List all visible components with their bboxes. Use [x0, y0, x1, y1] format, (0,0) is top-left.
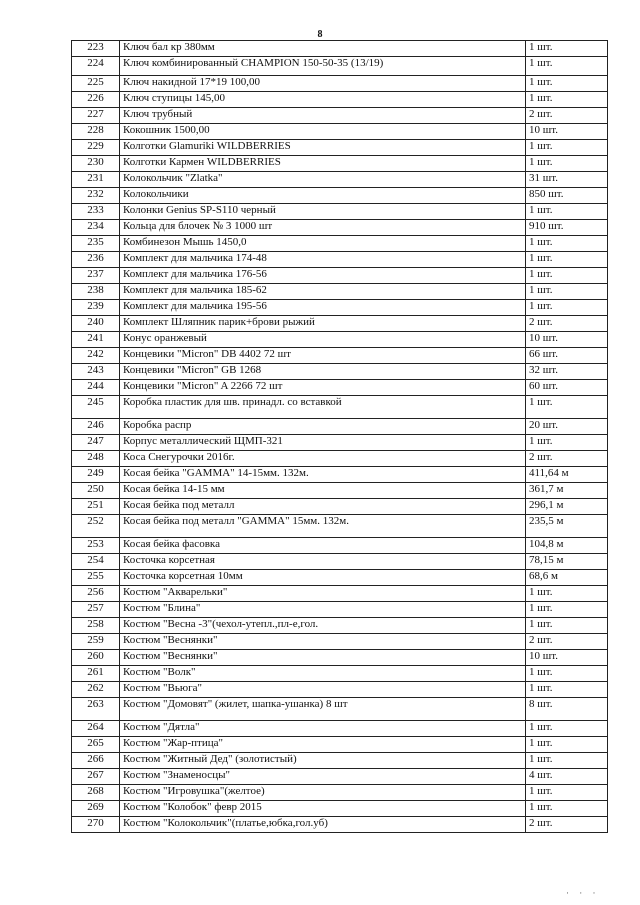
- quantity-cell: 1 шт.: [526, 156, 608, 172]
- table-row: [72, 483, 608, 499]
- row-number-cell: 263: [72, 698, 120, 721]
- row-number-cell: 231: [72, 172, 120, 188]
- item-name-cell: Комплект для мальчика 174-48: [120, 252, 526, 268]
- row-number-cell: 253: [72, 538, 120, 554]
- table-row: [72, 364, 608, 380]
- item-name-cell: Косточка корсетная: [120, 554, 526, 570]
- row-number-cell: 257: [72, 602, 120, 618]
- row-number-cell: 242: [72, 348, 120, 364]
- table-row: [72, 76, 608, 92]
- table-row: [72, 586, 608, 602]
- table-row: [72, 316, 608, 332]
- table-row: [72, 721, 608, 737]
- table-row: [72, 332, 608, 348]
- row-number-cell: 228: [72, 124, 120, 140]
- item-name-cell: Костюм "Колокольчик"(платье,юбка,гол.уб): [120, 817, 526, 833]
- quantity-cell: 1 шт.: [526, 435, 608, 451]
- item-name-cell: Колготки Кармен WILDBERRIES: [120, 156, 526, 172]
- quantity-cell: 1 шт.: [526, 682, 608, 698]
- item-name-cell: Кольца для блочек № 3 1000 шт: [120, 220, 526, 236]
- table-row: [72, 554, 608, 570]
- table-row: [72, 124, 608, 140]
- item-name-cell: Ключ комбинированный CHAMPION 150-50-35 (13/19): [120, 57, 526, 76]
- row-number-cell: 254: [72, 554, 120, 570]
- table-row: [72, 156, 608, 172]
- row-number-cell: 244: [72, 380, 120, 396]
- item-name-cell: Костюм "Игровушка"(желтое): [120, 785, 526, 801]
- item-name-cell: Костюм "Веснянки": [120, 634, 526, 650]
- table-row: [72, 499, 608, 515]
- row-number-cell: 247: [72, 435, 120, 451]
- quantity-cell: 1 шт.: [526, 300, 608, 316]
- quantity-cell: 10 шт.: [526, 124, 608, 140]
- item-name-cell: Конус оранжевый: [120, 332, 526, 348]
- row-number-cell: 229: [72, 140, 120, 156]
- row-number-cell: 255: [72, 570, 120, 586]
- row-number-cell: 226: [72, 92, 120, 108]
- table-row: [72, 634, 608, 650]
- quantity-cell: 1 шт.: [526, 268, 608, 284]
- item-name-cell: Костюм "Жар-птица": [120, 737, 526, 753]
- table-row: [72, 801, 608, 817]
- quantity-cell: 1 шт.: [526, 284, 608, 300]
- item-name-cell: Концевики "Micron" DB 4402 72 шт: [120, 348, 526, 364]
- row-number-cell: 239: [72, 300, 120, 316]
- table-row: [72, 602, 608, 618]
- row-number-cell: 234: [72, 220, 120, 236]
- table-row: [72, 300, 608, 316]
- quantity-cell: 68,6 м: [526, 570, 608, 586]
- quantity-cell: 60 шт.: [526, 380, 608, 396]
- row-number-cell: 245: [72, 396, 120, 419]
- row-number-cell: 252: [72, 515, 120, 538]
- item-name-cell: Комплект для мальчика 176-56: [120, 268, 526, 284]
- item-name-cell: Косая бейка под металл: [120, 499, 526, 515]
- table-row: [72, 451, 608, 467]
- item-name-cell: Колокольчик "Zlatka": [120, 172, 526, 188]
- row-number-cell: 250: [72, 483, 120, 499]
- quantity-cell: 1 шт.: [526, 57, 608, 76]
- item-name-cell: Костюм "Дятла": [120, 721, 526, 737]
- item-name-cell: Костюм "Житный Дед" (золотистый): [120, 753, 526, 769]
- quantity-cell: 2 шт.: [526, 817, 608, 833]
- table-row: [72, 57, 608, 76]
- item-name-cell: Косая бейка "GAMMA" 14-15мм. 132м.: [120, 467, 526, 483]
- table-row: [72, 172, 608, 188]
- row-number-cell: 251: [72, 499, 120, 515]
- item-name-cell: Косая бейка фасовка: [120, 538, 526, 554]
- item-name-cell: Ключ бал кр 380мм: [120, 41, 526, 57]
- table-row: [72, 618, 608, 634]
- table-row: [72, 220, 608, 236]
- row-number-cell: 256: [72, 586, 120, 602]
- quantity-cell: 1 шт.: [526, 396, 608, 419]
- item-name-cell: Костюм "Знаменосцы": [120, 769, 526, 785]
- quantity-cell: 1 шт.: [526, 721, 608, 737]
- row-number-cell: 238: [72, 284, 120, 300]
- item-name-cell: Косточка корсетная 10мм: [120, 570, 526, 586]
- row-number-cell: 236: [72, 252, 120, 268]
- row-number-cell: 235: [72, 236, 120, 252]
- item-name-cell: Костюм "Веснянки": [120, 650, 526, 666]
- row-number-cell: 240: [72, 316, 120, 332]
- item-name-cell: Коса Снегурочки 2016г.: [120, 451, 526, 467]
- table-row: [72, 753, 608, 769]
- item-name-cell: Костюм "Колобок" февр 2015: [120, 801, 526, 817]
- table-row: [72, 380, 608, 396]
- table-row: [72, 666, 608, 682]
- item-name-cell: Костюм "Волк": [120, 666, 526, 682]
- item-name-cell: Костюм "Блина": [120, 602, 526, 618]
- quantity-cell: 1 шт.: [526, 586, 608, 602]
- item-name-cell: Ключ трубный: [120, 108, 526, 124]
- quantity-cell: 361,7 м: [526, 483, 608, 499]
- table-row: [72, 348, 608, 364]
- quantity-cell: 1 шт.: [526, 666, 608, 682]
- item-name-cell: Коробка распр: [120, 419, 526, 435]
- quantity-cell: 2 шт.: [526, 451, 608, 467]
- table-row: [72, 817, 608, 833]
- row-number-cell: 266: [72, 753, 120, 769]
- quantity-cell: 1 шт.: [526, 753, 608, 769]
- item-name-cell: Костюм "Вьюга": [120, 682, 526, 698]
- table-row: [72, 538, 608, 554]
- quantity-cell: 20 шт.: [526, 419, 608, 435]
- quantity-cell: 910 шт.: [526, 220, 608, 236]
- row-number-cell: 241: [72, 332, 120, 348]
- table-row: [72, 785, 608, 801]
- quantity-cell: 2 шт.: [526, 634, 608, 650]
- quantity-cell: 1 шт.: [526, 92, 608, 108]
- quantity-cell: 1 шт.: [526, 602, 608, 618]
- quantity-cell: 296,1 м: [526, 499, 608, 515]
- row-number-cell: 233: [72, 204, 120, 220]
- table-row: [72, 419, 608, 435]
- row-number-cell: 264: [72, 721, 120, 737]
- item-name-cell: Корпус металлический ЩМП-321: [120, 435, 526, 451]
- row-number-cell: 267: [72, 769, 120, 785]
- quantity-cell: 31 шт.: [526, 172, 608, 188]
- row-number-cell: 268: [72, 785, 120, 801]
- row-number-cell: 248: [72, 451, 120, 467]
- item-name-cell: Ключ накидной 17*19 100,00: [120, 76, 526, 92]
- table-row: [72, 682, 608, 698]
- item-name-cell: Концевики "Micron" GB 1268: [120, 364, 526, 380]
- item-name-cell: Комплект Шляпник парик+брови рыжий: [120, 316, 526, 332]
- page-number: 8: [317, 29, 323, 40]
- table-row: [72, 769, 608, 785]
- quantity-cell: 1 шт.: [526, 785, 608, 801]
- quantity-cell: 411,64 м: [526, 467, 608, 483]
- quantity-cell: 1 шт.: [526, 618, 608, 634]
- quantity-cell: 10 шт.: [526, 650, 608, 666]
- table-row: [72, 41, 608, 57]
- quantity-cell: 1 шт.: [526, 801, 608, 817]
- table-row: [72, 284, 608, 300]
- quantity-cell: 235,5 м: [526, 515, 608, 538]
- table-row: [72, 108, 608, 124]
- row-number-cell: 269: [72, 801, 120, 817]
- table-row: [72, 698, 608, 721]
- quantity-cell: 1 шт.: [526, 204, 608, 220]
- table-row: [72, 92, 608, 108]
- item-name-cell: Комбинезон Мышь 1450,0: [120, 236, 526, 252]
- item-name-cell: Колготки Glamuriki WILDBERRIES: [120, 140, 526, 156]
- row-number-cell: 230: [72, 156, 120, 172]
- item-name-cell: Коробка пластик для шв. принадл. со вставкой: [120, 396, 526, 419]
- item-name-cell: Концевики "Micron" A 2266 72 шт: [120, 380, 526, 396]
- corner-marks: · · ·: [566, 888, 600, 898]
- item-name-cell: Колонки Genius SP-S110 черный: [120, 204, 526, 220]
- quantity-cell: 66 шт.: [526, 348, 608, 364]
- table-row: [72, 252, 608, 268]
- item-name-cell: Костюм "Акварельки": [120, 586, 526, 602]
- table-row: [72, 570, 608, 586]
- quantity-cell: 10 шт.: [526, 332, 608, 348]
- quantity-cell: 32 шт.: [526, 364, 608, 380]
- table-row: [72, 236, 608, 252]
- table-row: [72, 188, 608, 204]
- row-number-cell: 249: [72, 467, 120, 483]
- row-number-cell: 246: [72, 419, 120, 435]
- quantity-cell: 1 шт.: [526, 252, 608, 268]
- table-row: [72, 650, 608, 666]
- row-number-cell: 227: [72, 108, 120, 124]
- table-row: [72, 737, 608, 753]
- row-number-cell: 260: [72, 650, 120, 666]
- table-row: [72, 435, 608, 451]
- item-name-cell: Косая бейка под металл "GAMMA" 15мм. 132м.: [120, 515, 526, 538]
- item-name-cell: Комплект для мальчика 185-62: [120, 284, 526, 300]
- table-row: [72, 515, 608, 538]
- row-number-cell: 261: [72, 666, 120, 682]
- table-row: [72, 204, 608, 220]
- row-number-cell: 265: [72, 737, 120, 753]
- quantity-cell: 2 шт.: [526, 316, 608, 332]
- quantity-cell: 1 шт.: [526, 236, 608, 252]
- inventory-table-body: [72, 41, 608, 833]
- item-name-cell: Костюм "Весна -3"(чехол-утепл.,пл-е,гол.: [120, 618, 526, 634]
- quantity-cell: 8 шт.: [526, 698, 608, 721]
- row-number-cell: 224: [72, 57, 120, 76]
- item-name-cell: Комплект для мальчика 195-56: [120, 300, 526, 316]
- row-number-cell: 243: [72, 364, 120, 380]
- item-name-cell: Колокольчики: [120, 188, 526, 204]
- quantity-cell: 2 шт.: [526, 108, 608, 124]
- row-number-cell: 262: [72, 682, 120, 698]
- row-number-cell: 258: [72, 618, 120, 634]
- quantity-cell: 1 шт.: [526, 41, 608, 57]
- table-row: [72, 140, 608, 156]
- item-name-cell: Косая бейка 14-15 мм: [120, 483, 526, 499]
- table-row: [72, 396, 608, 419]
- row-number-cell: 223: [72, 41, 120, 57]
- table-row: [72, 467, 608, 483]
- quantity-cell: 1 шт.: [526, 737, 608, 753]
- quantity-cell: 1 шт.: [526, 76, 608, 92]
- item-name-cell: Костюм "Домовят" (жилет, шапка-ушанка) 8 шт: [120, 698, 526, 721]
- quantity-cell: 78,15 м: [526, 554, 608, 570]
- inventory-table: [71, 40, 608, 833]
- table-row: [72, 268, 608, 284]
- quantity-cell: 104,8 м: [526, 538, 608, 554]
- quantity-cell: 1 шт.: [526, 140, 608, 156]
- row-number-cell: 270: [72, 817, 120, 833]
- quantity-cell: 850 шт.: [526, 188, 608, 204]
- quantity-cell: 4 шт.: [526, 769, 608, 785]
- item-name-cell: Ключ ступицы 145,00: [120, 92, 526, 108]
- row-number-cell: 225: [72, 76, 120, 92]
- row-number-cell: 237: [72, 268, 120, 284]
- row-number-cell: 232: [72, 188, 120, 204]
- item-name-cell: Кокошник 1500,00: [120, 124, 526, 140]
- row-number-cell: 259: [72, 634, 120, 650]
